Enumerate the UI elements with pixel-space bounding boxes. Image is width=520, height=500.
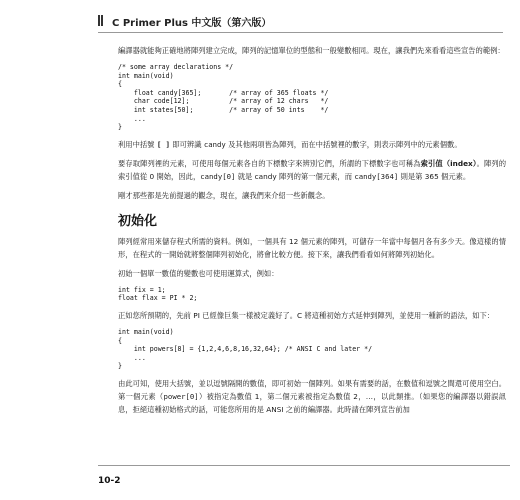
section-heading: 初始化	[118, 213, 158, 229]
paragraph-initialization: 陣列經常用來儲存程式所需的資料。例如，一個具有 12 個元素的陣列，可儲存一年當中每個月各有多少天。像這樣的情形，在程式的一開始就將整個陣列初始化，將會比較方便。接下來，讓我們看看如何將陣列初始化。	[118, 236, 506, 259]
code-block-scalars: int fix = 1; float flax = PI * 2;	[118, 285, 198, 303]
code-block-array-init: int main(void) { int powers[8] = {1,2,4,6,8,16,32,64}; /* ANSI C and later */ ... }	[118, 327, 373, 371]
paragraph-syntax: 正如您所預期的，先前 PI 已經像巨集一樣被定義好了。C 將這種初始方式延伸到陣列，並使用一種新的語法，如下：	[118, 310, 495, 320]
page-number: 10-2	[98, 476, 121, 486]
code-block-declarations: /* some array declarations */ int main(void) { float candy[365]; /* array of 365 floats */ char code[12]; /* array of 12 chars */ int states[50]; /* array of 50 ints */ ... }	[118, 63, 329, 132]
footer-rule	[98, 465, 510, 466]
paragraph-index: 要存取陣列裡的元素，可使用每個元素各自的下標數字來辨別它們，所謂的下標數字也可稱為索引值（index）。陣列的索引值從 0 開始，因此，candy[0] 就是 candy 陣列的第一個元素，而 candy[364] 則是第 365 個元素。	[118, 158, 507, 181]
book-title: C Primer Plus 中文版（第六版）	[112, 18, 272, 29]
header-bar-mark	[98, 15, 103, 26]
paragraph-expression: 初始一個單一數值的變數也可使用運算式，例如：	[118, 268, 279, 278]
header-rule	[98, 32, 503, 33]
paragraph-intro: 編譯器就能夠正確地將陣列建立完成，陣列的記憶單位的型態和一般變數相同。現在，讓我們先來看看這些宣告的範例：	[118, 46, 505, 55]
page-content	[118, 44, 506, 422]
paragraph-transition: 剛才那些都是先前提過的觀念，現在，讓我們來介紹一些新觀念。	[118, 190, 330, 200]
running-header	[98, 13, 503, 29]
paragraph-brackets: 利用中括號 [ ] 即可辨識 candy 及其他兩項皆為陣列，而在中括號裡的數字，則表示陣列中的元素個數。	[118, 139, 462, 149]
paragraph-braces: 由此可知，使用大括號，並以逗號隔開的數值，即可初始一個陣列。如果有需要的話，在數值和逗號之間還可使用空白。第一個元素（power[0]）被指定為數值 1，第二個元素被指定為數值 2，…，以此類推。（如果您的編譯器以錯誤訊息，拒絕這種初始格式的話，可能您所用的是 ANSI 之前的編譯器。此時請在陣列宣告前加	[118, 378, 507, 414]
